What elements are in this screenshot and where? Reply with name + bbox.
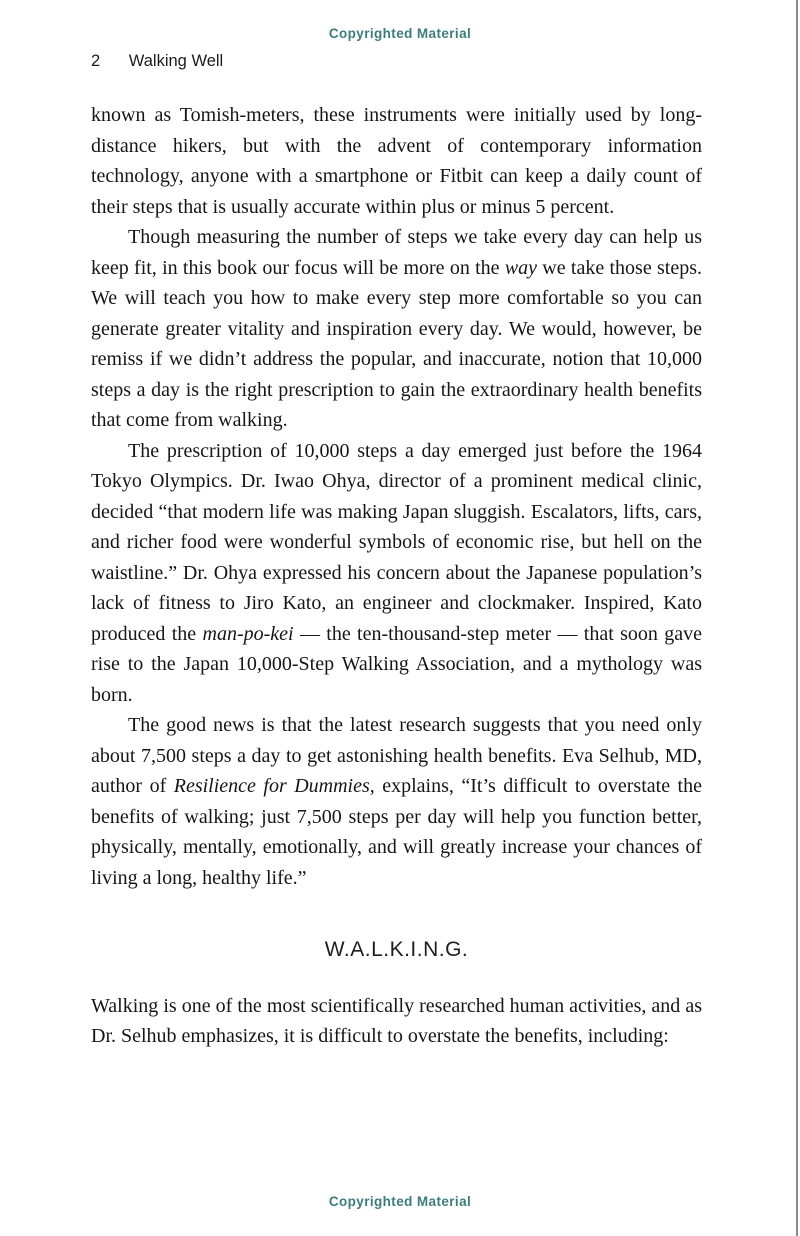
text-run: we take those steps. We will teach you how to make every step more comfortable so you can generate greater vitality and inspiration every day. We would, however, be remiss if we didn’t address the popular, and inaccurate, notion that 10,000 steps a day is the right prescription to gain the extraordinary health benefits that come from walking. bbox=[91, 256, 702, 431]
copyright-notice-top: Copyrighted Material bbox=[328, 26, 472, 41]
body-paragraph bbox=[91, 222, 702, 436]
page-number: 2 bbox=[91, 52, 101, 70]
italic-text-run: man-po-kei bbox=[202, 622, 294, 645]
body-paragraph bbox=[91, 991, 702, 1052]
text-run: , explains, “It’s difficult to overstate the benefits of walking; just 7,500 steps per day will help you function better, physically, mentally, emotionally, and will greatly increase your chances of living a long, healthy life.” bbox=[91, 775, 702, 889]
page-edge-line bbox=[796, 0, 798, 1236]
italic-text-run: Resilience for Dummies bbox=[173, 775, 370, 797]
italic-text-run: way bbox=[504, 256, 538, 279]
text-run: The prescription of 10,000 steps a day emerged just before the 1964 Tokyo Olympics. Dr. Iwao Ohya, director of a prominent medical clinic, decided “that modern life was making Japan sluggish. Escalators, lifts, cars, and richer food were wonderful symbols of economic rise, but hell on the waistline.” Dr. Ohya expressed his concern about the Japanese population’s lack of fitness to Jiro Kato, an engineer and clockmaker. Inspired, Kato produced the bbox=[91, 439, 702, 645]
page-body bbox=[91, 100, 702, 1052]
page-header bbox=[91, 52, 223, 71]
text-run: Though measuring the number of steps we take every day can help us keep fit, in this book our focus will be more on the bbox=[91, 226, 702, 279]
text-run: The good news is that the latest research suggests that you need only about 7,500 steps a day to get astonishing health benefits. Eva Selhub, MD, author of bbox=[91, 714, 702, 797]
text-run: Walking is one of the most scientifically researched human activities, and as Dr. Selhub emphasizes, it is difficult to overstate the benefits, including: bbox=[91, 994, 702, 1047]
body-paragraph bbox=[91, 100, 702, 222]
body-paragraph bbox=[91, 436, 702, 711]
text-run: — the ten-thousand-step meter — that soon gave rise to the Japan 10,000-Step Walking Association, and a mythology was born. bbox=[91, 622, 702, 706]
copyright-notice-bottom: Copyrighted Material bbox=[328, 1194, 472, 1209]
text-run: known as Tomish-meters, these instruments were initially used by long-distance hikers, but with the advent of contemporary information technology, anyone with a smartphone or Fitbit can keep a daily count of their steps that is usually accurate within plus or minus 5 percent. bbox=[91, 104, 702, 218]
body-paragraph bbox=[91, 710, 702, 893]
running-title: Walking Well bbox=[128, 52, 224, 70]
section-heading: W.A.L.K.I.N.G. bbox=[324, 938, 469, 961]
